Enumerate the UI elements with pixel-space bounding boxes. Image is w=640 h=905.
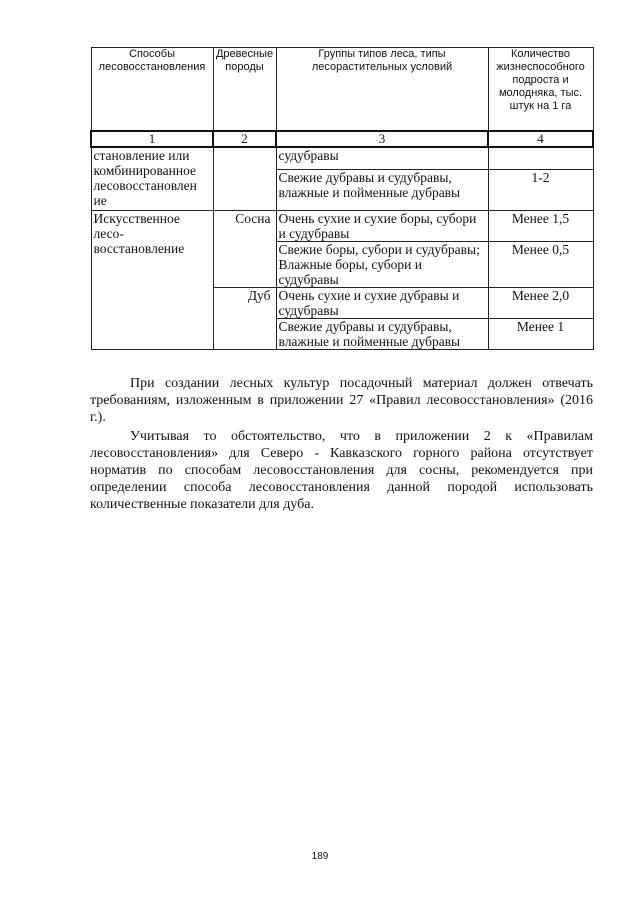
group-cell: Свежие дубравы и судубравы, влажные и пойменные дубравы	[276, 169, 488, 210]
quantity-cell	[488, 147, 593, 169]
column-number: 1	[91, 131, 213, 147]
species-cell-empty	[213, 147, 276, 211]
method-cell: Искусственное лесо-восстановление	[91, 211, 213, 350]
quantity-cell: Менее 2,0	[488, 288, 593, 319]
column-number-row	[91, 131, 593, 147]
group-cell: Свежие дубравы и судубравы, влажные и пойменные дубравы	[276, 319, 488, 350]
quantity-cell: Менее 1	[488, 319, 593, 350]
quantity-cell: Менее 1,5	[488, 211, 593, 242]
group-cell: судубравы	[276, 147, 488, 169]
column-number: 2	[213, 131, 276, 147]
header-method: Способы лесовосстановления	[91, 48, 213, 132]
paragraph-planting-material: При создании лесных культур посадочный материал должен отвечать требованиям, изложенным в приложении 27 «Правил лесовосстановления» (2016 г.).	[90, 376, 593, 425]
header-species: Древесные породы	[213, 48, 276, 132]
method-cell: становление или комбинированное лесовосстановлен ие	[91, 147, 213, 211]
quantity-cell: 1-2	[488, 169, 593, 210]
header-forest-groups: Группы типов леса, типы лесорастительных условий	[276, 48, 488, 132]
table-header-row	[91, 48, 593, 132]
species-cell-oak: Дуб	[213, 288, 276, 350]
column-number: 4	[488, 131, 593, 147]
reforestation-table	[90, 47, 594, 350]
group-cell: Очень сухие и сухие дубравы и судубравы	[276, 288, 488, 319]
quantity-cell: Менее 0,5	[488, 242, 593, 288]
column-number: 3	[276, 131, 488, 147]
page-number: 189	[311, 851, 329, 862]
table-row	[91, 147, 593, 169]
group-cell: Свежие боры, субори и судубравы; Влажные боры, субори и судубравы	[276, 242, 488, 288]
species-cell-pine: Сосна	[213, 211, 276, 288]
paragraph-recommendation: Учитывая то обстоятельство, что в приложении 2 к «Правилам лесовосстановления» для Северо - Кавказского горного района отсутствует норматив по способам лесовосстановления для сосны, рекомендуется при определении способа лесовосстановления данной породой использовать количественные показатели для дуба.	[90, 429, 593, 512]
header-quantity: Количество жизнеспособного подроста и молодняка, тыс. штук на 1 га	[488, 48, 593, 132]
group-cell: Очень сухие и сухие боры, субори и судубравы	[276, 211, 488, 242]
table-row	[91, 211, 593, 242]
